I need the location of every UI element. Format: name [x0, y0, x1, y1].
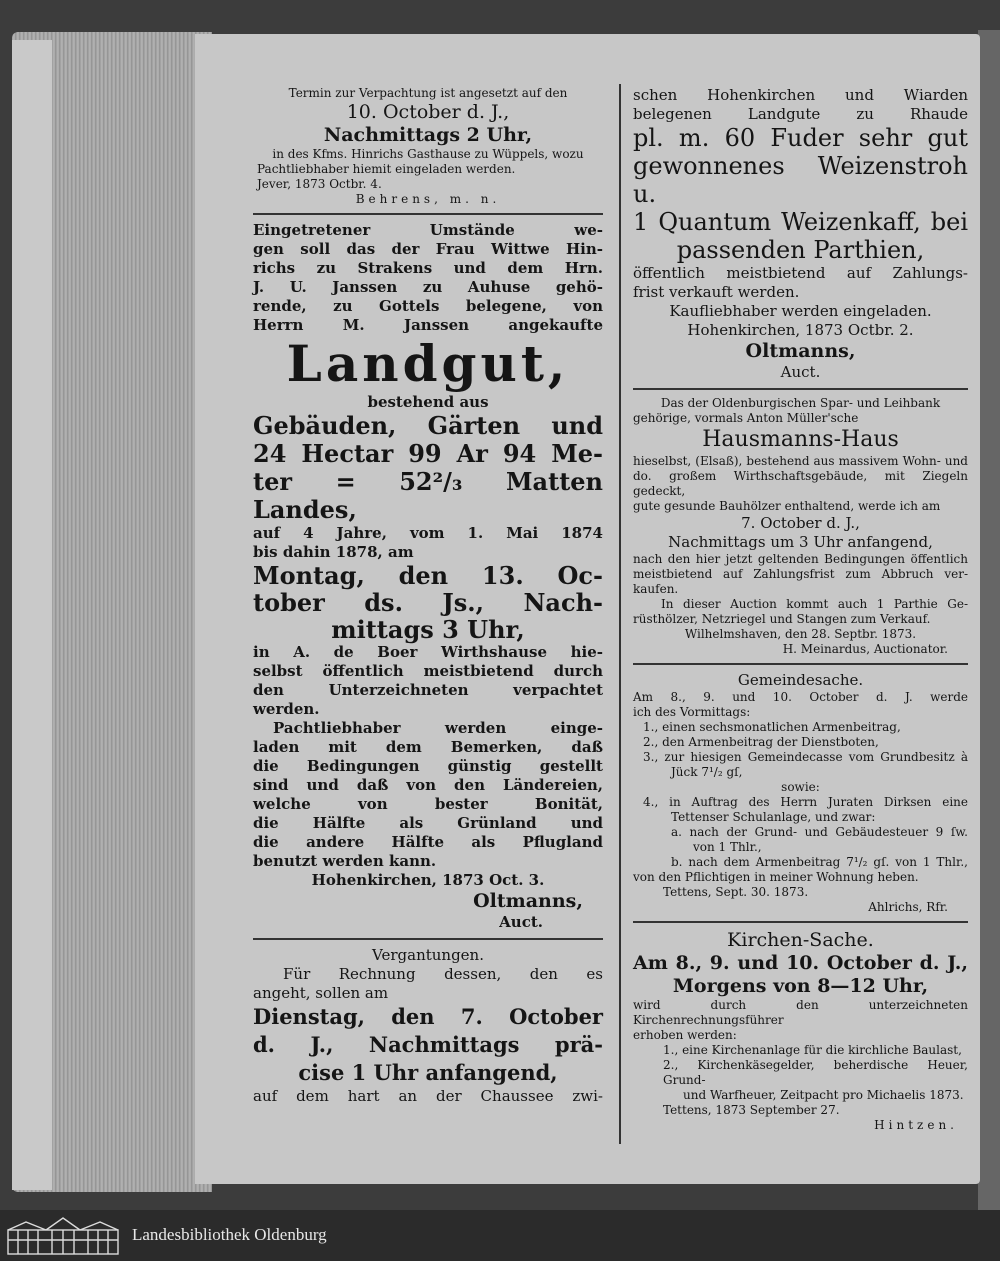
text-line: Tettens, Sept. 30. 1873.: [663, 885, 809, 899]
place-date: Hohenkirchen, 1873 Oct. 3.: [311, 871, 545, 889]
text-line: ich des Vormittags:: [633, 705, 751, 719]
facing-page-edge: [978, 30, 1000, 1210]
text-line: Jever, 1873 Octbr. 4.: [257, 177, 382, 191]
newspaper-page: [195, 34, 980, 1184]
text-line: angeht, sollen am: [253, 984, 389, 1002]
library-building-logo-icon: [6, 1216, 120, 1256]
text-line: Wilhelmshaven, den 28. Septbr. 1873.: [684, 627, 917, 641]
text-line: 7. October d. J.,: [741, 514, 860, 532]
text-line: Kaufliebhaber werden eingeladen.: [669, 302, 932, 320]
text-line: die Hälfte als Grünland und: [253, 814, 603, 832]
footer-bar: [0, 1210, 1000, 1261]
text-line: gute gesunde Bauhölzer enthaltend, werde ich am: [633, 499, 941, 513]
text-line: Herrn M. Janssen angekaufte: [253, 316, 603, 334]
signature: H. Meinardus, Auctionator.: [782, 642, 948, 656]
library-name: Landesbibliothek Oldenburg: [132, 1225, 327, 1244]
text-line: belegenen Landgute zu Rhaude: [633, 105, 968, 123]
text-line: 10. October d. J.,: [346, 101, 510, 123]
text-line: Jück 7¹/₂ gſ,: [671, 765, 743, 779]
separator: [633, 921, 968, 923]
text-line: pl. m. 60 Fuder sehr gut: [633, 124, 968, 152]
text-line: Hohenkirchen, 1873 Octbr. 2.: [687, 321, 914, 339]
text-line: J. U. Janssen zu Auhuse gehö-: [253, 278, 603, 296]
column-divider: [619, 84, 621, 1144]
text-line: Am 8., 9. und 10. October d. J.,: [633, 952, 968, 974]
text-line: erhoben werden:: [633, 1028, 737, 1042]
text-line: von den Pflichtigen in meiner Wohnung heben.: [633, 870, 919, 884]
signer: Oltmanns,: [473, 890, 583, 912]
text-line: gen soll das der Frau Wittwe Hin-: [253, 240, 603, 258]
section-title: Kirchen-Sache.: [727, 929, 874, 951]
text-line: Gebäuden, Gärten und: [253, 411, 603, 440]
text-line: sowie:: [781, 780, 820, 794]
text-line: bestehend aus: [367, 393, 489, 411]
text-line: Eingetretener Umstände we-: [253, 221, 603, 239]
notice-kirchen-sache: [633, 929, 968, 1133]
text-line: werden.: [253, 700, 320, 718]
book-fore-edge: [12, 40, 52, 1190]
text-line: Nachmittags um 3 Uhr anfangend,: [668, 533, 933, 551]
text-line: gewonnenes Weizenstroh u.: [633, 152, 968, 208]
text-line: 1., eine Kirchenanlage für die kirchliche Baulast,: [663, 1043, 962, 1057]
text-line: 24 Hectar 99 Ar 94 Me-: [253, 439, 603, 468]
text-line: bis dahin 1878, am: [253, 543, 414, 561]
notice-vergantungen: [253, 946, 603, 1106]
text-line: wird durch den unterzeichneten Kirchenrechnungsführer: [633, 998, 968, 1027]
notice-hausmanns-haus: [633, 396, 968, 657]
text-line: von 1 Thlr.,: [693, 840, 762, 854]
text-line: welche von bester Bonität,: [253, 795, 603, 813]
text-line: Nachmittags 2 Uhr,: [323, 124, 533, 146]
text-line: meistbietend auf Zahlungsfrist zum Abbruch ver-: [633, 567, 968, 581]
section-title: Vergantungen.: [372, 946, 484, 964]
text-line: sind und daß von den Ländereien,: [253, 776, 603, 794]
text-line: 2., Kirchenkäsegelder, beherdische Heuer, Grund-: [663, 1058, 968, 1087]
text-line: und Warfheuer, Zeitpacht pro Michaelis 1873.: [683, 1088, 964, 1102]
text-line: mittags 3 Uhr,: [331, 615, 525, 644]
text-line: Termin zur Verpachtung ist angesetzt auf den: [288, 86, 568, 100]
text-line: Pachtliebhaber hiemit eingeladen werden.: [257, 162, 516, 176]
signature: Ahlrichs, Rfr.: [868, 900, 948, 914]
separator: [253, 938, 603, 940]
text-line: do. großem Wirthschaftsgebäude, mit Ziegeln gedeckt,: [633, 469, 968, 498]
text-line: b. nach dem Armenbeitrag 7¹/₂ gſ. von 1 Thlr.,: [671, 855, 968, 869]
text-line: öffentlich meistbietend auf Zahlungs-: [633, 264, 968, 282]
text-line: auf 4 Jahre, vom 1. Mai 1874: [253, 524, 603, 542]
text-line: 3., zur hiesigen Gemeindecasse vom Grundbesitz à: [643, 750, 968, 764]
signer-title: Auct.: [499, 913, 543, 931]
text-line: auf dem hart an der Chaussee zwi-: [253, 1087, 603, 1105]
text-line: 2., den Armenbeitrag der Dienstboten,: [643, 735, 879, 749]
text-line: Tettenser Schulanlage, und zwar:: [671, 810, 876, 824]
separator: [633, 663, 968, 665]
text-line: laden mit dem Bemerken, daß: [253, 738, 603, 756]
headline-landgut: Landgut,: [286, 334, 570, 393]
text-line: Tettens, 1873 September 27.: [663, 1103, 840, 1117]
signature: Hintzen.: [874, 1118, 958, 1132]
text-line: 4., in Auftrag des Herrn Juraten Dirksen eine: [643, 795, 968, 809]
text-line: rüsthölzer, Netzriegel und Stangen zum Verkauf.: [633, 612, 931, 626]
text-line: passenden Parthien,: [676, 236, 925, 264]
text-line: tober ds. Js., Nach-: [253, 588, 603, 617]
separator: [633, 388, 968, 390]
section-title: Gemeindesache.: [737, 671, 864, 689]
text-line: in A. de Boer Wirthshause hie-: [253, 643, 603, 661]
text-line: frist verkauft werden.: [633, 283, 800, 301]
headline-hausmanns-haus: Hausmanns-Haus: [702, 427, 899, 452]
text-line: die andere Hälfte als Pflugland: [253, 833, 603, 851]
text-line: 1., einen sechsmonatlichen Armenbeitrag,: [643, 720, 901, 734]
text-line: nach den hier jetzt geltenden Bedingungen öffentlich: [633, 552, 968, 566]
notice-lease-term: [253, 86, 603, 207]
text-line: Pachtliebhaber werden einge-: [273, 719, 603, 737]
text-line: In dieser Auction kommt auch 1 Parthie Ge-: [661, 597, 968, 611]
text-line: a. nach der Grund- und Gebäudesteuer 9 ſw.: [671, 825, 968, 839]
text-line: den Unterzeichneten verpachtet: [253, 681, 603, 699]
signature: Behrens, m. n.: [355, 192, 501, 206]
signer-title: Auct.: [780, 363, 821, 381]
text-line: selbst öffentlich meistbietend durch: [253, 662, 603, 680]
text-line: gehörige, vormals Anton Müller'sche: [633, 411, 859, 425]
text-line: hieselbst, (Elsaß), bestehend aus massivem Wohn- und: [633, 454, 968, 468]
text-line: Montag, den 13. Oc-: [253, 561, 603, 590]
text-line: ter = 52²/₃ Matten Landes,: [253, 467, 603, 524]
text-line: schen Hohenkirchen und Wiarden: [633, 86, 968, 104]
text-line: Morgens von 8—12 Uhr,: [672, 975, 929, 997]
notice-gemeindesache: [633, 671, 968, 915]
text-line: Das der Oldenburgischen Spar- und Leihbank: [660, 396, 941, 410]
text-line: rende, zu Gottels belegene, von: [253, 297, 603, 315]
text-line: kaufen.: [633, 582, 679, 596]
text-line: Dienstag, den 7. October: [253, 1004, 603, 1029]
notice-weizenstroh: [633, 86, 968, 382]
notice-landgut: [253, 221, 603, 932]
left-column: [253, 86, 603, 1106]
text-line: d. J., Nachmittags prä-: [253, 1032, 603, 1057]
text-line: Für Rechnung dessen, den es: [283, 965, 603, 983]
text-line: Am 8., 9. und 10. October d. J. werde: [633, 690, 968, 704]
text-line: die Bedingungen günstig gestellt: [253, 757, 603, 775]
text-line: richs zu Strakens und dem Hrn.: [253, 259, 603, 277]
text-line: 1 Quantum Weizenkaff, bei: [633, 208, 968, 236]
text-line: in des Kfms. Hinrichs Gasthause zu Wüppels, wozu: [272, 147, 584, 161]
text-line: cise 1 Uhr anfangend,: [298, 1060, 558, 1085]
text-line: benutzt werden kann.: [253, 852, 437, 870]
signer: Oltmanns,: [745, 340, 856, 362]
separator: [253, 213, 603, 215]
right-column: [633, 86, 968, 1133]
